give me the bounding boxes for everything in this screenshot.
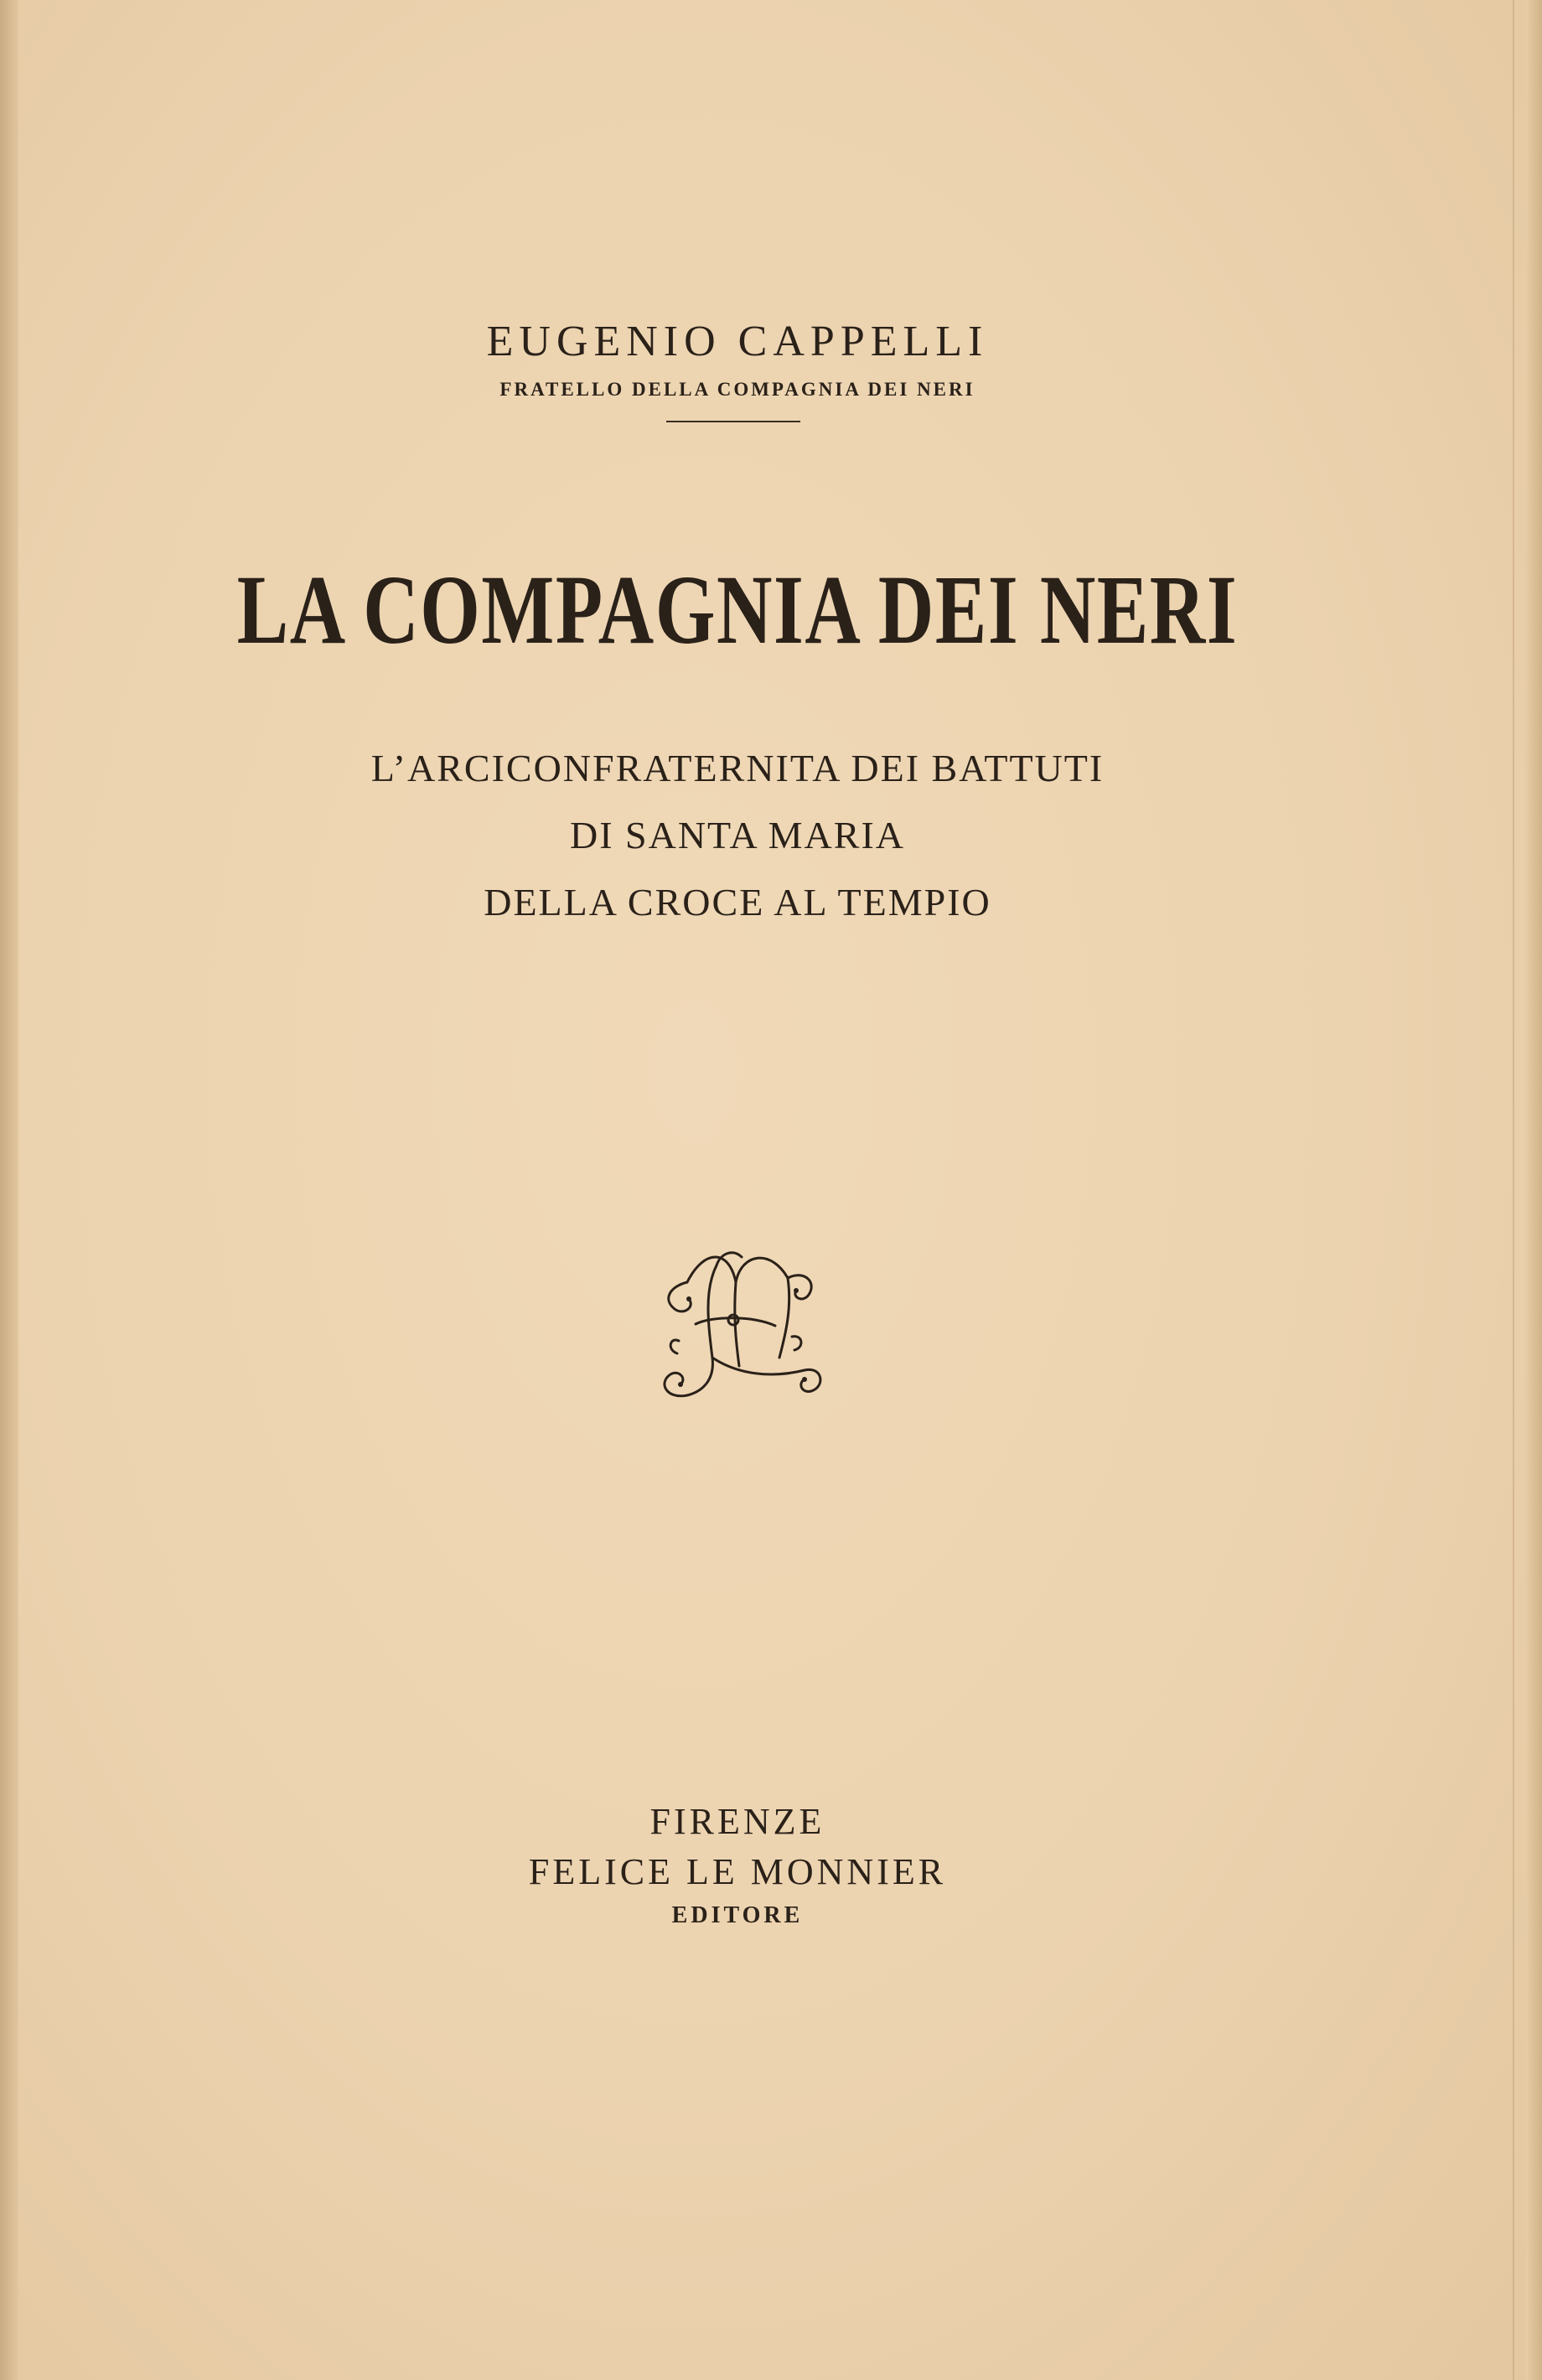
publisher-monogram-icon [637,1232,830,1416]
publisher-role: EDITORE [671,1902,804,1928]
publication-place: FIRENZE [649,1801,825,1842]
subtitle-line-3: DELLA CROCE AL TEMPIO [484,881,991,924]
page-fold-line [1513,0,1514,2380]
divider-rule [666,421,800,422]
subtitle-line-2: DI SANTA MARIA [570,814,905,856]
author-name: EUGENIO CAPPELLI [486,318,989,365]
page-right-edge [1525,0,1542,2380]
author-subtitle: FRATELLO DELLA COMPAGNIA DEI NERI [499,379,975,400]
publisher-name: FELICE LE MONNIER [528,1851,947,1892]
subtitle-line-1: L’ARCICONFRATERNITA DEI BATTUTI [370,747,1105,789]
book-title: LA COMPAGNIA DEI NERI [236,555,1239,665]
